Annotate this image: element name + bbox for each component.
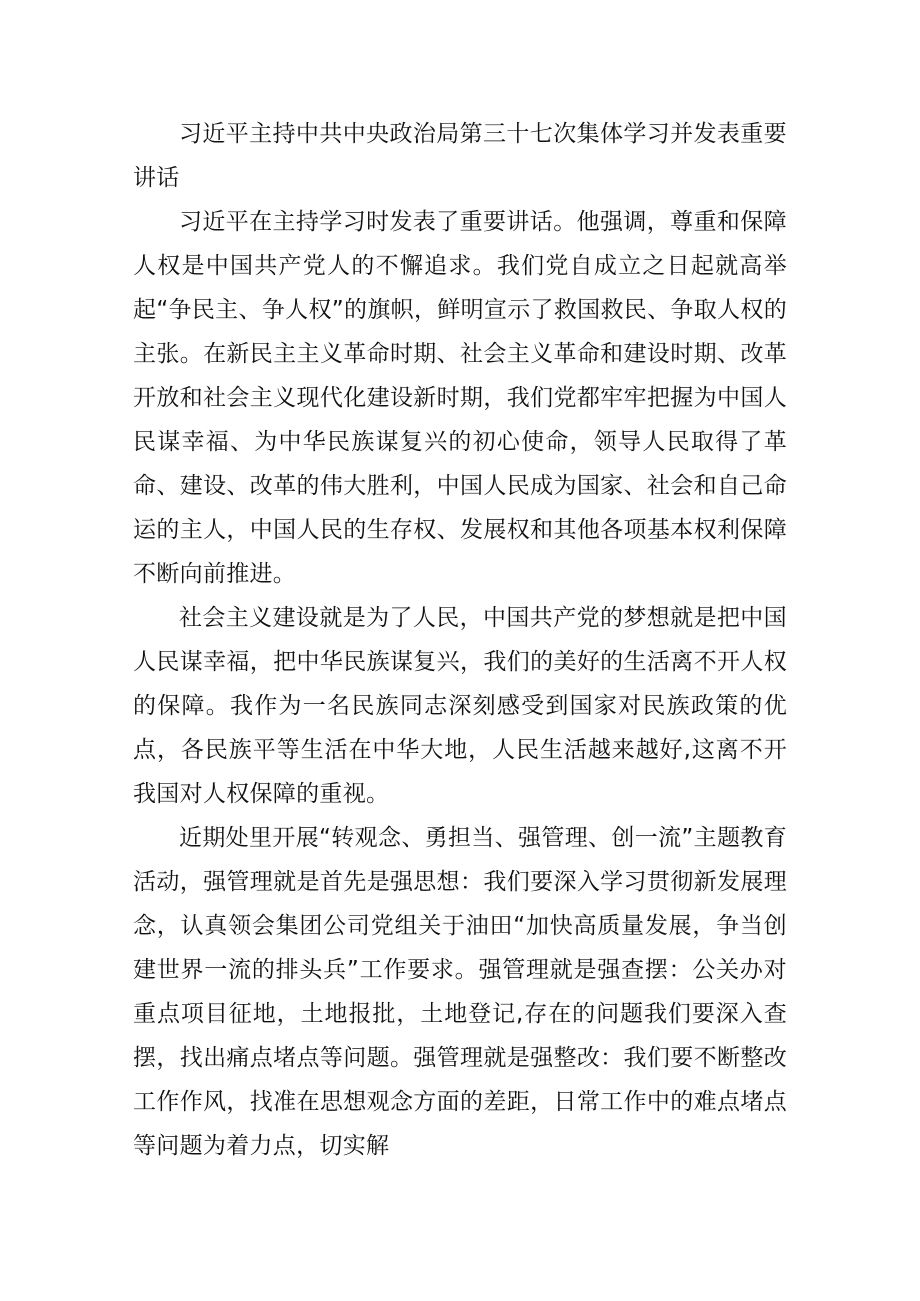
paragraph-1: 习近平在主持学习时发表了重要讲话。他强调，尊重和保障人权是中国共产党人的不懈追求。我们党自成立之日起就高举起“争民主、争人权”的旗帜，鲜明宣示了救国救民、争取人权的主张。在新民主主义革命时期、社会主义革命和建设时期、改革开放和社会主义现代化建设新时期，我们党都牢牢把握为中国人民谋幸福、为中华民族谋复兴的初心使命，领导人民取得了革命、建设、改革的伟大胜利，中国人民成为国家、社会和自己命运的主人，中国人民的生存权、发展权和其他各项基本权利保障不断向前推进。 — [133, 209, 787, 587]
paragraph-2: 社会主义建设就是为了人民，中国共产党的梦想就是把中国人民谋幸福，把中华民族谋复兴，我们的美好的生活离不开人权的保障。我作为一名民族同志深刻感受到国家对民族政策的优点，各民族平等生活在中华大地，人民生活越来越好,这离不开我国对人权保障的重视。 — [133, 605, 787, 807]
document-title: 习近平主持中共中央政治局第三十七次集体学习并发表重要讲话 — [133, 121, 787, 191]
document-body — [133, 112, 787, 1168]
paragraph-3: 近期处里开展“转观念、勇担当、强管理、创一流”主题教育活动，强管理就是首先是强思想：我们要深入学习贯彻新发展理念，认真领会集团公司党组关于油田“加快高质量发展，争当创建世界一流的排头兵”工作要求。强管理就是强查摆：公关办对重点项目征地，土地报批，土地登记,存在的问题我们要深入查摆，找出痛点堵点等问题。强管理就是强整改：我们要不断整改工作作风，找准在思想观念方面的差距，日常工作中的难点堵点等问题为着力点，切实解 — [133, 825, 787, 1159]
